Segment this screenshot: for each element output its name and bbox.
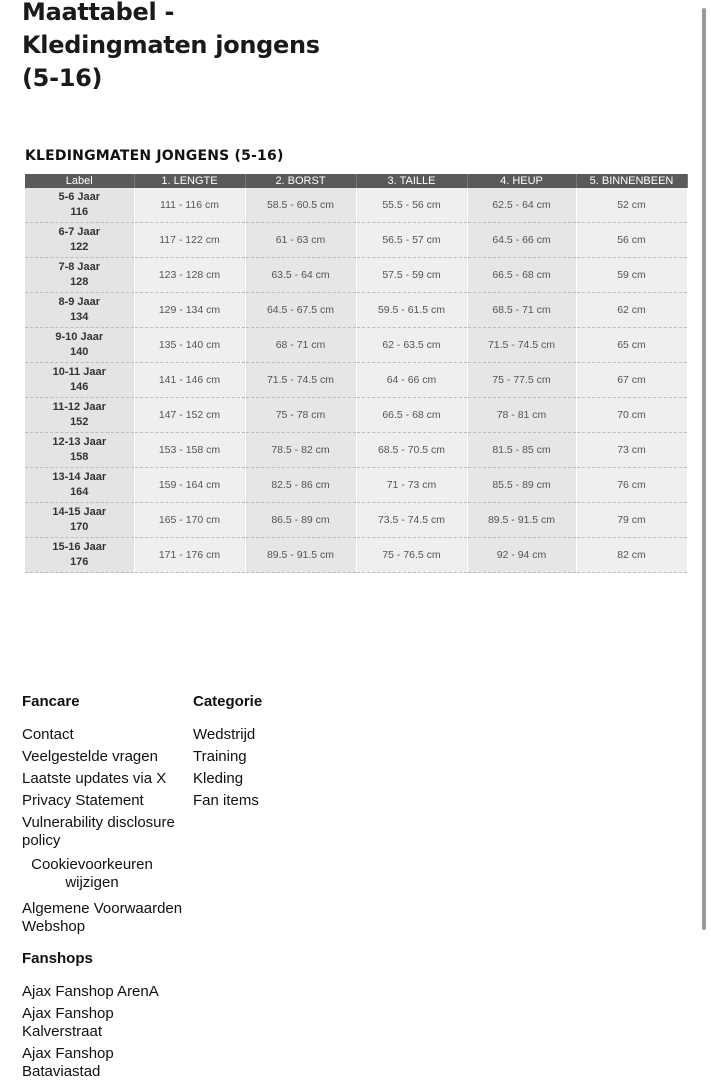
age-label: 7-8 Jaar: [58, 261, 101, 273]
age-label: 11-12 Jaar: [52, 401, 106, 413]
page-title-line: Kledingmaten jongens: [22, 31, 320, 59]
age-label: 12-13 Jaar: [52, 436, 107, 448]
age-label: 13-14 Jaar: [52, 471, 107, 483]
taille-cell: 64 - 66 cm: [356, 363, 467, 398]
borst-cell: 82.5 - 86 cm: [245, 468, 356, 503]
lengte-cell: 135 - 140 cm: [134, 328, 245, 363]
table-row: [25, 223, 687, 258]
age-label: 8-9 Jaar: [58, 296, 101, 308]
binnenbeen-cell: 62 cm: [576, 293, 687, 328]
lengte-cell: 123 - 128 cm: [134, 258, 245, 293]
heup-cell: 89.5 - 91.5 cm: [467, 503, 576, 538]
lengte-cell: 141 - 146 cm: [134, 363, 245, 398]
page-title: [22, 0, 402, 95]
binnenbeen-cell: 59 cm: [576, 258, 687, 293]
size-label-cell: [25, 503, 134, 538]
size-number: 164: [70, 486, 89, 498]
table-row: [25, 258, 687, 293]
borst-cell: 86.5 - 89 cm: [245, 503, 356, 538]
size-number: 146: [70, 381, 89, 393]
heup-cell: 92 - 94 cm: [467, 538, 576, 573]
binnenbeen-cell: 82 cm: [576, 538, 687, 573]
borst-cell: 64.5 - 67.5 cm: [245, 293, 356, 328]
footer-fanshops: [22, 950, 192, 1081]
taille-cell: 68.5 - 70.5 cm: [356, 433, 467, 468]
taille-cell: 71 - 73 cm: [356, 468, 467, 503]
heup-cell: 71.5 - 74.5 cm: [467, 328, 576, 363]
table-row: [25, 538, 687, 573]
lengte-cell: 117 - 122 cm: [134, 223, 245, 258]
size-number: 158: [70, 451, 89, 463]
size-number: 170: [70, 521, 89, 533]
column-header: Label: [25, 174, 134, 188]
borst-cell: 78.5 - 82 cm: [245, 433, 356, 468]
borst-cell: 68 - 71 cm: [245, 328, 356, 363]
table-row: [25, 328, 687, 363]
footer-heading-fancare: Fancare: [22, 693, 80, 710]
size-label-cell: [25, 258, 134, 293]
footer-link-privacy[interactable]: Privacy Statement: [22, 792, 144, 809]
age-label: 15-16 Jaar: [52, 541, 107, 553]
cookie-preferences-button[interactable]: Cookievoorkeuren wijzigen: [31, 856, 153, 891]
binnenbeen-cell: 76 cm: [576, 468, 687, 503]
column-header: 2. BORST: [245, 174, 356, 188]
table-row: [25, 293, 687, 328]
table-row: [25, 433, 687, 468]
binnenbeen-cell: 73 cm: [576, 433, 687, 468]
size-table: [25, 174, 688, 573]
footer-link-kleding[interactable]: Kleding: [193, 770, 244, 787]
lengte-cell: 159 - 164 cm: [134, 468, 245, 503]
table-row: [25, 398, 687, 433]
table-row: [25, 468, 687, 503]
binnenbeen-cell: 79 cm: [576, 503, 687, 538]
heup-cell: 66.5 - 68 cm: [467, 258, 576, 293]
size-label-cell: [25, 328, 134, 363]
size-label-cell: [25, 188, 134, 223]
taille-cell: 56.5 - 57 cm: [356, 223, 467, 258]
heup-cell: 75 - 77.5 cm: [467, 363, 576, 398]
table-row: [25, 503, 687, 538]
heup-cell: 78 - 81 cm: [467, 398, 576, 433]
borst-cell: 71.5 - 74.5 cm: [245, 363, 356, 398]
lengte-cell: 165 - 170 cm: [134, 503, 245, 538]
age-label: 6-7 Jaar: [58, 226, 101, 238]
footer-link-fan-items[interactable]: Fan items: [193, 792, 259, 809]
footer-link-contact[interactable]: Contact: [22, 726, 74, 743]
size-number: 134: [70, 311, 89, 323]
size-label-cell: [25, 363, 134, 398]
footer-link-fanshop-arena[interactable]: Ajax Fanshop ArenA: [22, 983, 159, 1000]
size-label-cell: [25, 433, 134, 468]
size-number: 122: [70, 241, 89, 253]
size-number: 116: [70, 206, 89, 218]
footer-categorie: [193, 693, 343, 814]
heup-cell: 81.5 - 85 cm: [467, 433, 576, 468]
binnenbeen-cell: 52 cm: [576, 188, 687, 223]
binnenbeen-cell: 70 cm: [576, 398, 687, 433]
scrollbar[interactable]: [702, 8, 706, 930]
borst-cell: 75 - 78 cm: [245, 398, 356, 433]
column-header: 5. BINNENBEEN: [576, 174, 687, 188]
column-header: 1. LENGTE: [134, 174, 245, 188]
footer-link-terms[interactable]: Algemene Voorwaarden Webshop: [22, 900, 183, 935]
page-title-line: (5-16): [22, 64, 103, 92]
footer-heading-categorie: Categorie: [193, 693, 263, 710]
footer-link-vulnerability[interactable]: Vulnerability disclosure policy: [22, 814, 175, 849]
footer-link-wedstrijd[interactable]: Wedstrijd: [193, 726, 256, 743]
table-row: [25, 363, 687, 398]
lengte-cell: 147 - 152 cm: [134, 398, 245, 433]
borst-cell: 89.5 - 91.5 cm: [245, 538, 356, 573]
size-label-cell: [25, 538, 134, 573]
column-header: 4. HEUP: [467, 174, 576, 188]
footer-heading-fanshops: Fanshops: [22, 950, 93, 967]
size-label-cell: [25, 223, 134, 258]
age-label: 5-6 Jaar: [58, 191, 101, 203]
taille-cell: 66.5 - 68 cm: [356, 398, 467, 433]
footer-link-training[interactable]: Training: [193, 748, 247, 765]
age-label: 9-10 Jaar: [55, 331, 104, 343]
binnenbeen-cell: 67 cm: [576, 363, 687, 398]
size-label-cell: [25, 398, 134, 433]
footer-link-faq[interactable]: Veelgestelde vragen: [22, 748, 158, 765]
age-label: 10-11 Jaar: [52, 366, 106, 378]
heup-cell: 85.5 - 89 cm: [467, 468, 576, 503]
footer-link-updates-x[interactable]: Laatste updates via X: [22, 770, 167, 787]
taille-cell: 59.5 - 61.5 cm: [356, 293, 467, 328]
lengte-cell: 153 - 158 cm: [134, 433, 245, 468]
page-title-line: Maattabel -: [22, 0, 175, 26]
heup-cell: 64.5 - 66 cm: [467, 223, 576, 258]
heup-cell: 68.5 - 71 cm: [467, 293, 576, 328]
size-number: 152: [70, 416, 89, 428]
size-number: 176: [70, 556, 89, 568]
taille-cell: 55.5 - 56 cm: [356, 188, 467, 223]
size-chart-heading: KLEDINGMATEN JONGENS (5-16): [25, 148, 284, 164]
taille-cell: 73.5 - 74.5 cm: [356, 503, 467, 538]
heup-cell: 62.5 - 64 cm: [467, 188, 576, 223]
binnenbeen-cell: 56 cm: [576, 223, 687, 258]
size-chart-image: [25, 148, 689, 573]
table-header-row: [25, 174, 687, 188]
taille-cell: 57.5 - 59 cm: [356, 258, 467, 293]
footer-link-fanshop-bataviastad[interactable]: Ajax Fanshop Bataviastad: [22, 1045, 114, 1080]
table-row: [25, 188, 687, 223]
size-number: 140: [70, 346, 89, 358]
lengte-cell: 129 - 134 cm: [134, 293, 245, 328]
borst-cell: 58.5 - 60.5 cm: [245, 188, 356, 223]
size-label-cell: [25, 293, 134, 328]
taille-cell: 75 - 76.5 cm: [356, 538, 467, 573]
column-header: 3. TAILLE: [356, 174, 467, 188]
footer-link-fanshop-kalverstraat[interactable]: Ajax Fanshop Kalverstraat: [22, 1005, 114, 1040]
size-label-cell: [25, 468, 134, 503]
lengte-cell: 111 - 116 cm: [134, 188, 245, 223]
age-label: 14-15 Jaar: [52, 506, 107, 518]
size-number: 128: [70, 276, 89, 288]
borst-cell: 63.5 - 64 cm: [245, 258, 356, 293]
borst-cell: 61 - 63 cm: [245, 223, 356, 258]
footer-fancare: [22, 693, 192, 936]
binnenbeen-cell: 65 cm: [576, 328, 687, 363]
lengte-cell: 171 - 176 cm: [134, 538, 245, 573]
taille-cell: 62 - 63.5 cm: [356, 328, 467, 363]
